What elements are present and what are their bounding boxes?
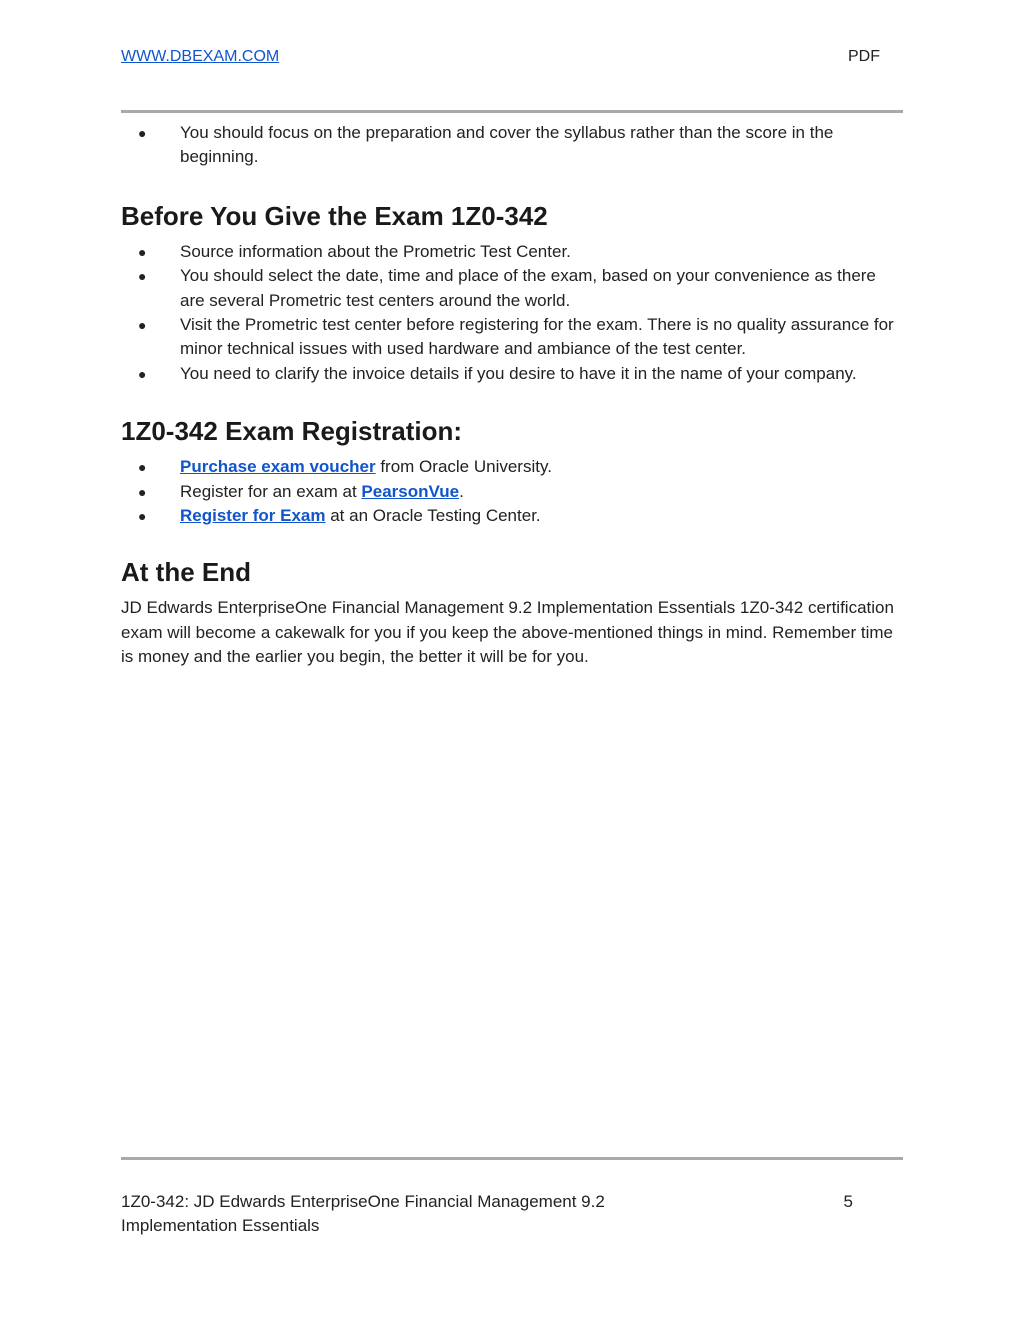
list-item-text: You should select the date, time and place of the exam, based on your convenience as there are several Prometric test centers around the world. xyxy=(180,266,876,310)
bullet-icon: ● xyxy=(138,268,147,285)
bullet-icon: ● xyxy=(138,365,147,382)
site-link[interactable]: WWW.DBEXAM.COM xyxy=(121,48,280,65)
list-item xyxy=(121,362,901,386)
list-item xyxy=(121,264,901,313)
list-item xyxy=(121,504,901,528)
list-item-suffix: . xyxy=(459,481,464,501)
list-item xyxy=(121,455,901,479)
bullet-icon: ● xyxy=(138,243,147,260)
list-item xyxy=(121,480,901,504)
list-item-text: Source information about the Prometric Test Center. xyxy=(180,241,571,261)
pdf-label: PDF xyxy=(848,48,880,65)
list-item-suffix: from Oracle University. xyxy=(375,457,552,477)
section-heading-before-exam: Before You Give the Exam 1Z0-342 xyxy=(121,200,548,231)
intro-list xyxy=(121,121,901,170)
purchase-voucher-link[interactable]: Purchase exam voucher xyxy=(180,457,376,477)
section-heading-registration: 1Z0-342 Exam Registration: xyxy=(121,416,463,447)
footer-title: 1Z0-342: JD Edwards EnterpriseOne Financial Management 9.2 Implementation Essentials xyxy=(121,1192,605,1236)
bullet-icon: ● xyxy=(138,459,147,476)
page-footer xyxy=(121,1190,861,1239)
page-content xyxy=(121,121,901,670)
pearsonvue-link[interactable]: PearsonVue xyxy=(361,481,460,501)
section-heading-at-the-end: At the End xyxy=(121,557,251,588)
footer-divider xyxy=(121,1157,903,1160)
list-item-text: You should focus on the preparation and cover the syllabus rather than the score in the beginning. xyxy=(180,123,834,167)
list-item-suffix: at an Oracle Testing Center. xyxy=(325,506,541,526)
list-item-text: Visit the Prometric test center before registering for the exam. There is no quality assurance for minor technical issues with used hardware and ambiance of the test center. xyxy=(180,315,894,359)
list-item xyxy=(121,313,901,362)
list-item-text: You need to clarify the invoice details if you desire to have it in the name of your company. xyxy=(180,363,857,383)
header-divider xyxy=(121,110,903,113)
before-exam-list xyxy=(121,240,901,386)
page-number: 5 xyxy=(843,1192,853,1211)
bullet-icon: ● xyxy=(138,317,147,334)
registration-list xyxy=(121,455,901,528)
page-header xyxy=(121,48,880,72)
bullet-icon: ● xyxy=(138,125,147,141)
list-item-prefix: Register for an exam at xyxy=(180,481,362,501)
list-item xyxy=(121,121,901,170)
bullet-icon: ● xyxy=(138,483,147,500)
list-item xyxy=(121,240,901,264)
register-for-exam-link[interactable]: Register for Exam xyxy=(180,506,326,526)
bullet-icon: ● xyxy=(138,508,147,525)
conclusion-paragraph: JD Edwards EnterpriseOne Financial Management 9.2 Implementation Essentials 1Z0-342 certification exam will become a cakewalk for you if you keep the above-mentioned things in mind. Remember time is money and the earlier you begin, the better it will be for you. xyxy=(121,598,894,667)
